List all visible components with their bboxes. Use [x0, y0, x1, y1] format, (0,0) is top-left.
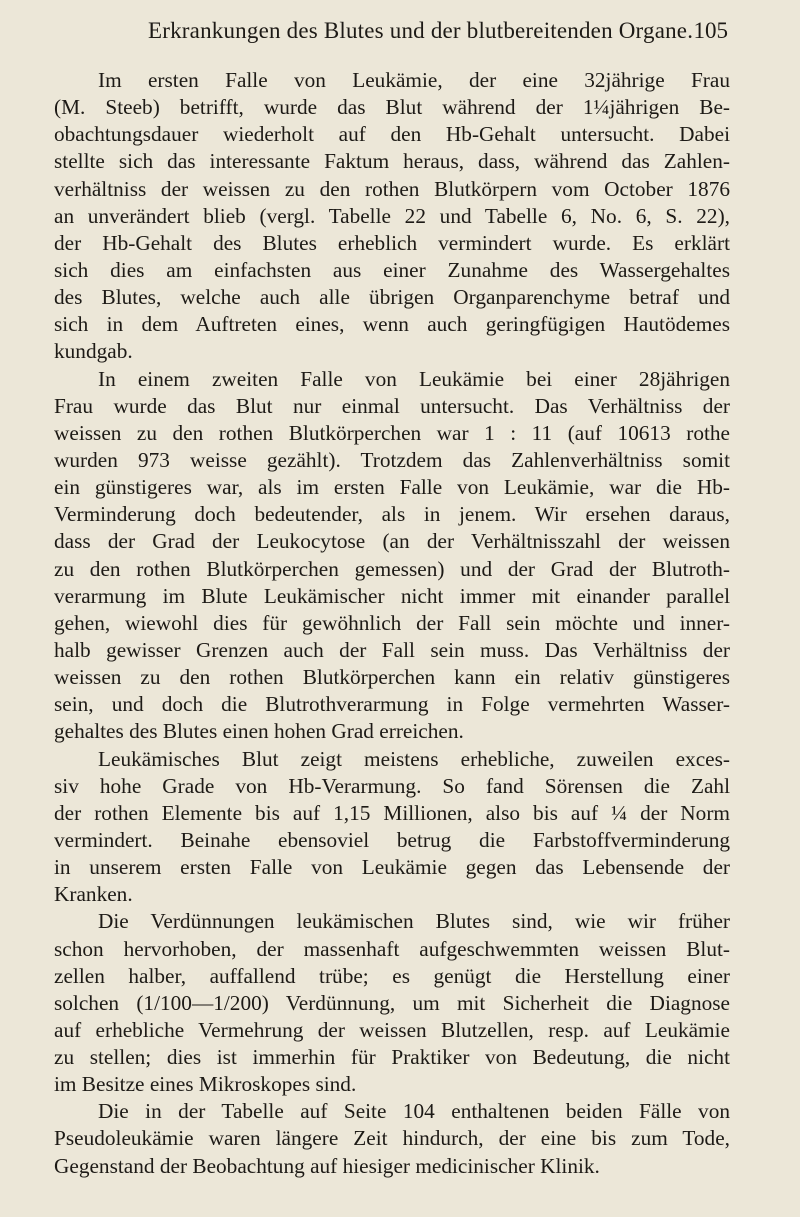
text-line: auf erhebliche Vermehrung der weissen Blutzellen, resp. auf Leukämie [54, 1017, 730, 1042]
text-line: Kranken. [54, 882, 133, 907]
text-line: schon hervorhoben, der massenhaft aufgeschwemmten weissen Blut- [54, 936, 730, 961]
text-line: gehen, wiewohl dies für gewöhnlich der Fall sein möchte und inner- [54, 610, 730, 635]
text-line: weissen zu den rothen Blutkörperchen war 1 : 11 (auf 10613 rothe [54, 420, 730, 445]
text-line: weissen zu den rothen Blutkörperchen kann ein relativ günstigeres [54, 665, 730, 690]
text-line: solchen (1/100—1/200) Verdünnung, um mit Sicherheit die Diagnose [54, 990, 730, 1015]
text-line: (M. Steeb) betrifft, wurde das Blut während der 1¼jährigen Be- [54, 95, 730, 120]
text-line: des Blutes, welche auch alle übrigen Organparenchyme betraf und [54, 285, 730, 310]
text-line: sich dies am einfachsten aus einer Zunahme des Wassergehaltes [54, 257, 730, 282]
text-line: wurden 973 weisse gezählt). Trotzdem das Zahlenverhältniss somit [54, 447, 730, 472]
text-line: zu den rothen Blutkörperchen gemessen) und der Grad der Blutroth- [54, 556, 730, 581]
text-line: stellte sich das interessante Faktum heraus, dass, während das Zahlen- [54, 149, 730, 174]
text-line: Die in der Tabelle auf Seite 104 enthaltenen beiden Fälle von [98, 1099, 730, 1124]
text-line: Gegenstand der Beobachtung auf hiesiger medicinischer Klinik. [54, 1153, 600, 1178]
text-line: an unverändert blieb (vergl. Tabelle 22 und Tabelle 6, No. 6, S. 22), [54, 203, 730, 228]
text-line: sein, und doch die Blutrothverarmung in Folge vermehrten Wasser- [54, 692, 730, 717]
text-line: zellen halber, auffallend trübe; es genügt die Herstellung einer [54, 963, 730, 988]
text-line: dass der Grad der Leukocytose (an der Verhältnisszahl der weissen [54, 529, 730, 554]
text-line: Pseudoleukämie waren längere Zeit hindurch, der eine bis zum Tode, [54, 1126, 730, 1151]
text-line: verhältniss der weissen zu den rothen Blutkörpern vom October 1876 [54, 176, 730, 201]
text-line: verarmung im Blute Leukämischer nicht immer mit einander parallel [54, 583, 730, 608]
page-header [148, 18, 728, 58]
text-line: Die Verdünnungen leukämischen Blutes sind, wie wir früher [98, 909, 730, 934]
page-number: 105 [693, 18, 728, 43]
text-line: vermindert. Beinahe ebensoviel betrug die Farbstoffverminderung [54, 827, 730, 852]
text-line: Leukämisches Blut zeigt meistens erhebliche, zuweilen exces- [98, 746, 730, 771]
text-line: In einem zweiten Falle von Leukämie bei einer 28jährigen [98, 366, 730, 391]
text-line: Frau wurde das Blut nur einmal untersucht. Das Verhältniss der [54, 393, 730, 418]
text-line: ein günstigeres war, als im ersten Falle von Leukämie, war die Hb- [54, 475, 730, 500]
text-line: kundgab. [54, 339, 133, 364]
text-line: Verminderung doch bedeutender, als in jenem. Wir ersehen daraus, [54, 502, 730, 527]
running-head: Erkrankungen des Blutes und der blutbereitenden Organe. [148, 18, 694, 43]
text-line: obachtungsdauer wiederholt auf den Hb-Gehalt untersucht. Dabei [54, 122, 730, 147]
text-line: halb gewisser Grenzen auch der Fall sein muss. Das Verhältniss der [54, 637, 730, 662]
text-line: sich in dem Auftreten eines, wenn auch geringfügigen Hautödemes [54, 312, 730, 337]
body-text [54, 67, 730, 1180]
text-line: gehaltes des Blutes einen hohen Grad erreichen. [54, 719, 464, 744]
text-line: der Hb-Gehalt des Blutes erheblich vermindert wurde. Es erklärt [54, 230, 730, 255]
text-line: siv hohe Grade von Hb-Verarmung. So fand Sörensen die Zahl [54, 773, 730, 798]
text-line: zu stellen; dies ist immerhin für Praktiker von Bedeutung, die nicht [54, 1045, 730, 1070]
text-line: in unserem ersten Falle von Leukämie gegen das Lebensende der [54, 855, 730, 880]
text-line: im Besitze eines Mikroskopes sind. [54, 1072, 357, 1097]
text-line: Im ersten Falle von Leukämie, der eine 32jährige Frau [98, 68, 730, 92]
text-line: der rothen Elemente bis auf 1,15 Millionen, also bis auf ¼ der Norm [54, 800, 730, 825]
